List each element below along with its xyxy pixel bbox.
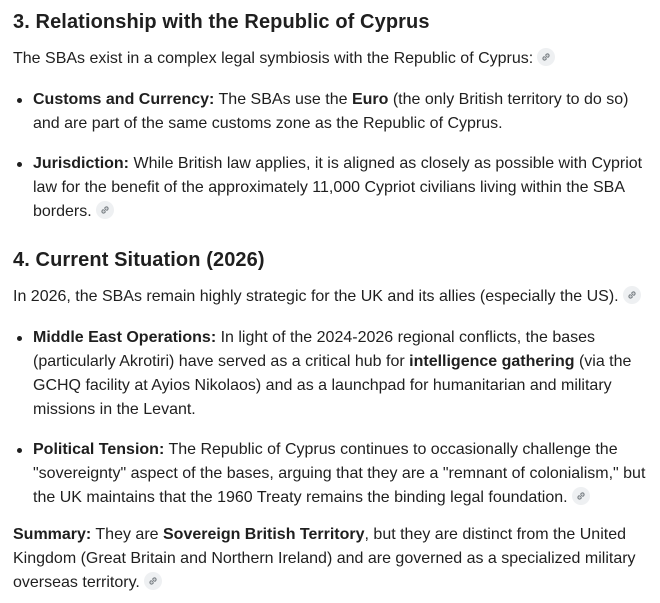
bullet-lead: Customs and Currency: xyxy=(33,91,215,108)
summary-text: , but they are distinct from the United Kingdom (Great Britain and Northern Ireland) and are governed as a specialized military overseas territory. xyxy=(13,526,636,591)
source-link-icon[interactable] xyxy=(623,286,641,304)
section-heading-relationship: 3. Relationship with the Republic of Cyprus xyxy=(13,11,430,33)
summary-paragraph xyxy=(13,523,652,595)
bullet-bold: intelligence gathering xyxy=(409,353,575,370)
bullet-lead: Political Tension: xyxy=(33,441,165,458)
relationship-intro-text: The SBAs exist in a complex legal symbiosis with the Republic of Cyprus: xyxy=(13,50,534,67)
bullet-lead: Jurisdiction: xyxy=(33,155,130,172)
relationship-intro xyxy=(13,47,555,71)
section-heading-current-situation: 4. Current Situation (2026) xyxy=(13,249,265,271)
bullet-text: The SBAs use the xyxy=(214,91,352,108)
list-item-political-tension xyxy=(33,438,652,510)
list-item-jurisdiction xyxy=(33,152,652,224)
summary-lead: Summary: xyxy=(13,526,92,543)
list-item-customs xyxy=(33,88,652,136)
bullet-text: (via the GCHQ facility at Ayios Nikolaos) and as a launchpad for humanitarian and military missions in the Levant. xyxy=(33,353,632,418)
bullet-lead: Middle East Operations: xyxy=(33,329,217,346)
bullet-text: (the only British territory to do so) and are part of the same customs zone as the Republic of Cyprus. xyxy=(33,91,629,132)
list-item-middle-east xyxy=(33,326,652,422)
bullet-text: In light of the 2024-2026 regional conflicts, the bases (particularly Akrotiri) have served as a critical hub for xyxy=(33,329,596,370)
source-link-icon[interactable] xyxy=(572,487,590,505)
summary-text: They are xyxy=(91,526,163,543)
current-situation-list xyxy=(13,326,652,510)
summary-bold: Sovereign British Territory xyxy=(163,526,365,543)
bullet-text: The Republic of Cyprus continues to occasionally challenge the "sovereignty" aspect of the bases, arguing that they are a "remnant of colonialism," but the UK maintains that the 1960 Treaty remains the binding legal foundation. xyxy=(33,441,646,506)
source-link-icon[interactable] xyxy=(144,572,162,590)
relationship-list xyxy=(13,88,652,224)
source-link-icon[interactable] xyxy=(96,201,114,219)
source-link-icon[interactable] xyxy=(537,48,555,66)
current-situation-intro xyxy=(13,285,641,309)
bullet-bold: Euro xyxy=(351,91,389,108)
bullet-text: While British law applies, it is aligned as closely as possible with Cypriot law for the benefit of the approximately 11,000 Cypriot civilians living within the SBA borders. xyxy=(33,155,643,220)
current-situation-intro-text: In 2026, the SBAs remain highly strategic for the UK and its allies (especially the US). xyxy=(13,288,619,305)
